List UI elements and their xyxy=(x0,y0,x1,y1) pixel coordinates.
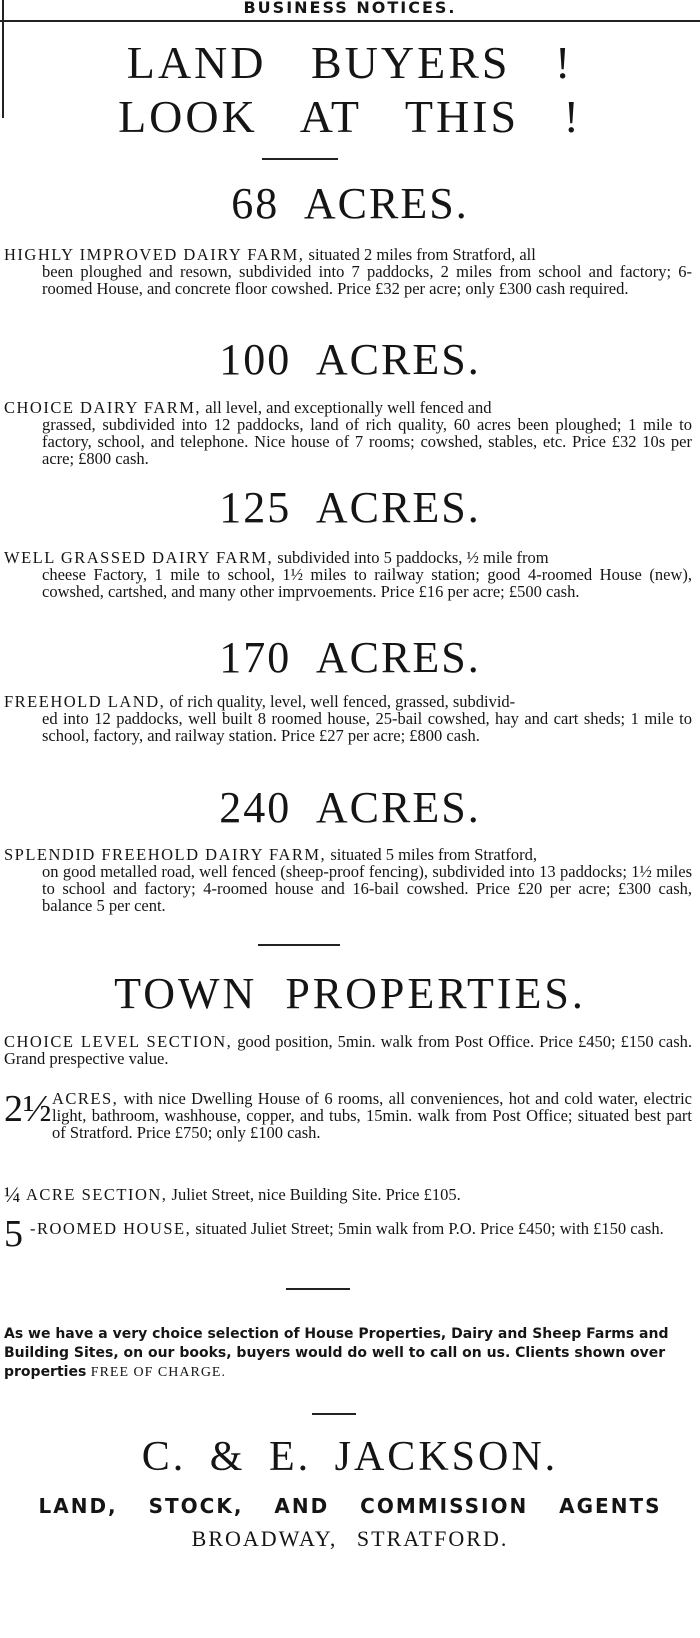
town-item-house-numeral: 5 xyxy=(4,1213,23,1255)
listing-100-body: grassed, subdivided into 12 paddocks, land of rich quality, 60 acres been ploughed; 1 mile to factory, school, and telephone. Nice house of 7 rooms; cowshed, stables, etc. Price £32 10s per acre; £800 cash. xyxy=(42,415,692,468)
listing-100-lead: CHOICE DAIRY FARM, xyxy=(4,398,202,417)
town-item-section-body: good position, 5min. walk from Post Office. Price £450; £150 cash. Grand prespective value. xyxy=(4,1032,692,1068)
firm-address: BROADWAY, STRATFORD. xyxy=(191,1526,509,1551)
town-item-quarter xyxy=(26,1186,692,1203)
acres-heading-240: 240 ACRES. xyxy=(219,783,481,832)
firm-name: C. & E. JACKSON. xyxy=(141,1434,559,1480)
town-item-house-lead: -ROOMED HOUSE, xyxy=(30,1219,192,1238)
listing-170-lead: FREEHOLD LAND, xyxy=(4,692,166,711)
town-item-acres-lead: ACRES, xyxy=(52,1089,119,1108)
town-item-quarter-numeral: ¼ xyxy=(4,1182,21,1207)
listing-170-body: ed into 12 paddocks, well built 8 roomed house, 25-bail cowshed, hay and cart sheds; 1 mile to school, factory, and railway station. Price £27 per acre; £800 cash. xyxy=(42,709,692,745)
listing-100-text xyxy=(4,399,692,467)
listing-68-text xyxy=(4,246,692,297)
headline-line-2: LOOK AT THIS ! xyxy=(118,91,582,142)
listing-68-body: been ploughed and resown, subdivided into 7 paddocks, 2 miles from school and factory; 6-roomed House, and concrete floor cowshed. Price £32 per acre; only £300 cash required. xyxy=(42,262,692,298)
town-item-quarter-body: Juliet Street, nice Building Site. Price £105. xyxy=(167,1185,461,1204)
divider-rule xyxy=(258,944,340,946)
listing-170-text xyxy=(4,693,692,744)
divider-rule xyxy=(286,1288,350,1290)
footer-free-of-charge: FREE OF CHARGE. xyxy=(86,1365,226,1380)
town-item-acres-numeral: 2½ xyxy=(4,1088,52,1130)
town-item-quarter-lead: ACRE SECTION, xyxy=(26,1185,168,1204)
listing-240-body: on good metalled road, well fenced (sheep-proof fencing), subdivided into 13 paddocks; 1½ miles to school and factory; 4-roomed house and 16-bail cowshed. Price £20 per acre; £300 cash, balance 5 per cent. xyxy=(42,862,692,915)
listing-125-lead: WELL GRASSED DAIRY FARM, xyxy=(4,548,274,567)
firm-agents-line: LAND, STOCK, AND COMMISSION AGENTS xyxy=(38,1494,662,1518)
footer-notice xyxy=(4,1325,692,1382)
town-item-section-lead: CHOICE LEVEL SECTION, xyxy=(4,1032,233,1051)
listing-125-body: cheese Factory, 1 mile to school, 1½ miles to railway station; good 4-roomed House (new), cowshed, cartshed, and many other imprvoements. Price £16 per acre; £500 cash. xyxy=(42,565,692,601)
town-item-section xyxy=(4,1033,692,1067)
listing-68-lead: HIGHLY IMPROVED DAIRY FARM, xyxy=(4,245,305,264)
town-item-house xyxy=(30,1220,692,1237)
listing-170-first-line: FREEHOLD LAND, of rich quality, level, well fenced, grassed, subdivid- xyxy=(4,692,516,711)
listing-240-first-line: SPLENDID FREEHOLD DAIRY FARM, situated 5 miles from Stratford, xyxy=(4,845,537,864)
listing-240-lead: SPLENDID FREEHOLD DAIRY FARM, xyxy=(4,845,327,864)
town-item-acres xyxy=(52,1090,692,1141)
listing-240-text xyxy=(4,846,692,914)
section-header: BUSINESS NOTICES. xyxy=(0,0,700,22)
acres-heading-68: 68 ACRES. xyxy=(231,179,469,228)
acres-heading-170: 170 ACRES. xyxy=(219,633,481,682)
acres-heading-125: 125 ACRES. xyxy=(219,483,481,532)
divider-rule xyxy=(262,158,338,160)
listing-68-first-line: HIGHLY IMPROVED DAIRY FARM, situated 2 miles from Stratford, all xyxy=(4,245,536,264)
town-item-house-body: situated Juliet Street; 5min walk from P.O. Price £450; with £150 cash. xyxy=(191,1219,664,1238)
listing-100-first-line: CHOICE DAIRY FARM, all level, and exceptionally well fenced and xyxy=(4,398,492,417)
headline-line-1: LAND BUYERS ! xyxy=(126,37,574,88)
listing-125-first-line: WELL GRASSED DAIRY FARM, subdivided into 5 paddocks, ½ mile from xyxy=(4,548,549,567)
footer-notice-text: As we have a very choice selection of House Properties, Dairy and Sheep Farms and Building Sites, on our books, buyers would do well to call on us. Clients shown over properties xyxy=(4,1326,669,1380)
town-properties-heading: TOWN PROPERTIES. xyxy=(114,969,586,1018)
listing-125-text xyxy=(4,549,692,600)
acres-heading-100: 100 ACRES. xyxy=(219,335,481,384)
divider-rule xyxy=(312,1413,356,1415)
town-item-acres-body: with nice Dwelling House of 6 rooms, all conveniences, hot and cold water, electric light, bathroom, washhouse, copper, and tubs, 15min. walk from Post Office; situated best part of Stratford. Price £750; only £100 cash. xyxy=(52,1089,692,1142)
